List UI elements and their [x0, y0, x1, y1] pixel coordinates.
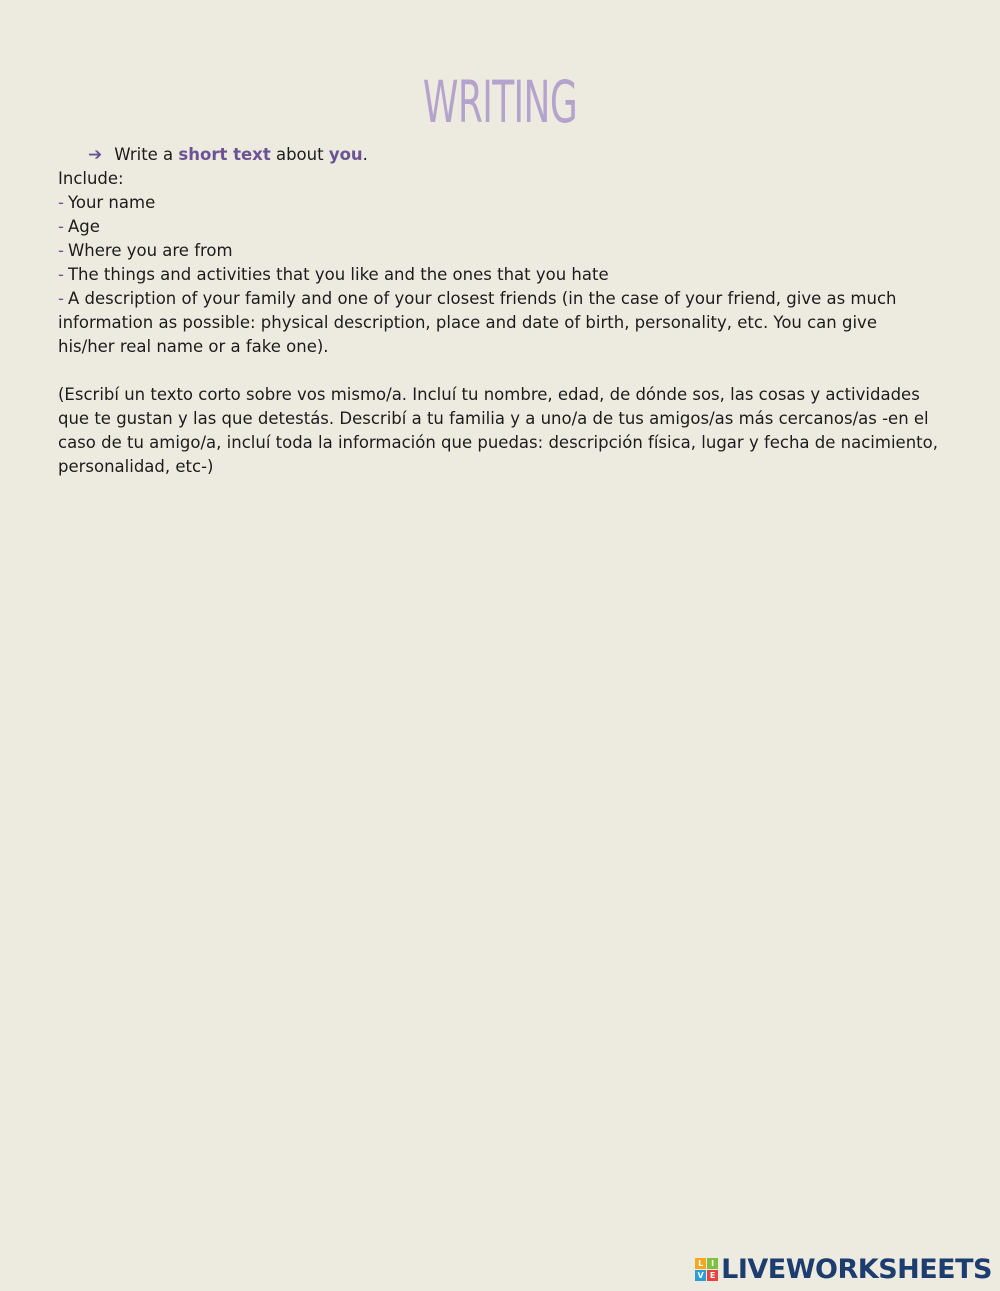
- instruction-text: [114, 143, 368, 167]
- list-item: [58, 239, 938, 263]
- list-item: [58, 287, 938, 359]
- list-item-text: Age: [67, 217, 100, 236]
- arrow-icon: ➔: [88, 145, 103, 165]
- list-item-text: Where you are from: [67, 241, 233, 260]
- logo-letter-v: V: [695, 1270, 706, 1281]
- instruction-line: [58, 143, 938, 167]
- instruction-middle: about: [275, 145, 324, 164]
- dash-bullet: -: [58, 241, 64, 260]
- list-item: [58, 215, 938, 239]
- instruction-highlight-short-text: short text: [178, 145, 271, 164]
- include-list: [58, 191, 938, 359]
- instruction-prefix: Write a: [114, 145, 174, 164]
- instruction-suffix: .: [362, 145, 368, 164]
- list-item-text: The things and activities that you like and the ones that you hate: [67, 265, 609, 284]
- logo-letter-l: L: [695, 1258, 706, 1269]
- spanish-translation: (Escribí un texto corto sobre vos mismo/a. Incluí tu nombre, edad, de dónde sos, las cosas y actividades que te gustan y las que detestás. Describí a tu familia y a uno/a de tus amigos/as más cercanos/as -en el caso de tu amigo/a, incluí toda la información que puedas: descripción física, lugar y fecha de nacimiento, personalidad, etc-): [58, 385, 938, 476]
- page-title: WRITING: [422, 68, 578, 136]
- dash-bullet: -: [58, 193, 64, 212]
- logo-letter-i: I: [707, 1258, 718, 1269]
- logo-letter-e: E: [707, 1270, 718, 1281]
- dash-bullet: -: [58, 289, 64, 308]
- logo-icon: [695, 1258, 718, 1281]
- list-item-text: Your name: [67, 193, 156, 212]
- list-item: [58, 263, 938, 287]
- dash-bullet: -: [58, 265, 64, 284]
- logo-text: LIVEWORKSHEETS: [721, 1254, 992, 1285]
- list-item: [58, 191, 938, 215]
- include-label: Include:: [58, 169, 124, 188]
- list-item-text: A description of your family and one of your closest friends (in the case of your friend, give as much information as possible: physical description, place and date of birth, personality, etc. You can give his/her real name or a fake one).: [58, 289, 897, 356]
- instruction-highlight-you: you: [328, 145, 363, 164]
- liveworksheets-logo: [695, 1254, 992, 1285]
- worksheet-content: [58, 143, 938, 479]
- dash-bullet: -: [58, 217, 64, 236]
